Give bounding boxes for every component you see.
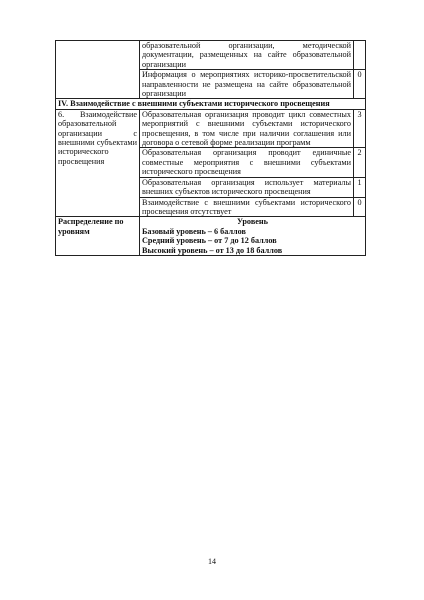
indicator-cell: Информация о мероприятиях историко-просветительской направленности не размещена на сайте образовательной организации bbox=[140, 70, 354, 99]
score-cell: 0 bbox=[354, 70, 366, 99]
table-row bbox=[56, 109, 366, 148]
indicator-cell: образовательной организации, методической документации, размещенных на сайте образовательной организации bbox=[140, 41, 354, 70]
level-basic: Базовый уровень – 6 баллов bbox=[142, 226, 246, 236]
level-medium: Средний уровень – от 7 до 12 баллов bbox=[142, 236, 277, 246]
indicator-cell: Образовательная организация использует материалы внешних субъектов исторического просвещения bbox=[140, 177, 354, 197]
page-number: 14 bbox=[208, 557, 216, 566]
table-row bbox=[56, 41, 366, 70]
section-title: IV. Взаимодействие с внешними субъектами исторического просвещения bbox=[56, 99, 366, 109]
score-cell: 2 bbox=[354, 148, 366, 177]
level-high: Высокий уровень – от 13 до 18 баллов bbox=[142, 245, 283, 255]
distribution-levels bbox=[140, 217, 366, 256]
distribution-row bbox=[56, 217, 366, 256]
criterion-cell: 6. Взаимодействие образовательной организации с внешними субъектами исторического просвещения bbox=[56, 109, 140, 216]
score-cell bbox=[354, 41, 366, 70]
score-cell: 1 bbox=[354, 177, 366, 197]
score-cell: 0 bbox=[354, 197, 366, 217]
criterion-cell-empty bbox=[56, 41, 140, 99]
indicator-cell: Образовательная организация проводит единичные совместные мероприятия с внешними субъектами исторического просвещения bbox=[140, 148, 354, 177]
levels-heading: Уровень bbox=[237, 217, 268, 227]
evaluation-table bbox=[55, 40, 366, 256]
section-row bbox=[56, 99, 366, 109]
indicator-cell: Образовательная организация проводит цикл совместных мероприятий с внешними субъектами исторического просвещения, в том числе при наличии соглашения или договора о сетевой форме реализации программ bbox=[140, 109, 354, 148]
indicator-cell: Взаимодействие с внешними субъектами исторического просвещения отсутствует bbox=[140, 197, 354, 217]
distribution-label: Распределение по уровням bbox=[56, 217, 140, 256]
score-cell: 3 bbox=[354, 109, 366, 148]
